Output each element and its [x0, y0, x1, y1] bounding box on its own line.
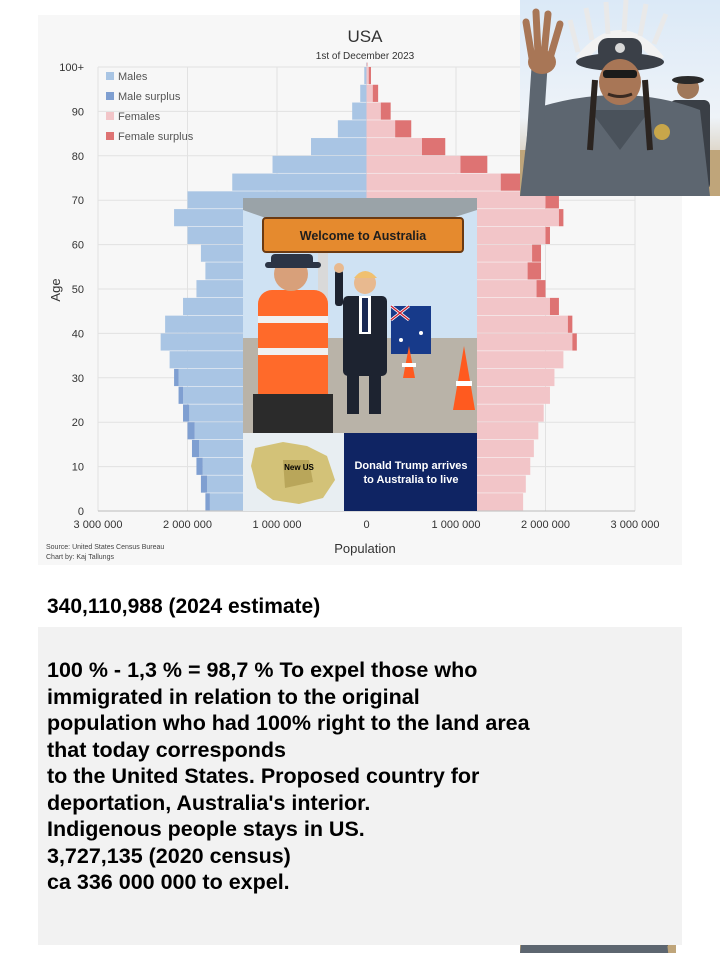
- female-surplus-bar: [381, 103, 391, 120]
- female-bar: [367, 120, 396, 137]
- chart-title: USA: [347, 27, 383, 46]
- legend-label: Male surplus: [118, 91, 181, 103]
- x-axis-label: Population: [334, 541, 396, 556]
- male-surplus-bar: [179, 387, 183, 404]
- female-surplus-bar: [373, 85, 378, 102]
- female-surplus-bar: [532, 245, 541, 262]
- y-tick-label: 80: [71, 150, 84, 163]
- y-tick-label: 70: [71, 195, 84, 208]
- female-surplus-bar: [395, 120, 411, 137]
- x-tick-label: 2 000 000: [163, 519, 212, 531]
- male-bar: [338, 120, 367, 137]
- male-surplus-bar: [188, 422, 195, 439]
- y-tick-label: 30: [71, 372, 84, 385]
- male-surplus-bar: [192, 440, 199, 457]
- y-tick-label: 100+: [59, 62, 84, 74]
- body-line: deportation, Australia's interior.: [47, 790, 371, 815]
- chart-legend: [106, 71, 194, 143]
- female-surplus-bar: [568, 316, 572, 333]
- chart-credit: Chart by: Kaj Tallungs: [46, 554, 114, 561]
- y-axis-label: Age: [48, 278, 63, 302]
- legend-swatch: [106, 92, 114, 100]
- body-line: immigrated in relation to the original: [47, 684, 420, 709]
- male-bar: [232, 174, 366, 191]
- female-surplus-bar: [559, 209, 563, 226]
- x-tick-label: 1 000 000: [431, 519, 481, 531]
- x-tick-label: 1 000 000: [252, 519, 302, 531]
- male-bar: [364, 67, 366, 84]
- body-line: to the United States. Proposed country for: [47, 764, 480, 788]
- legend-label: Males: [118, 71, 148, 83]
- female-surplus-bar: [572, 333, 576, 350]
- y-tick-label: 0: [77, 506, 84, 518]
- male-surplus-bar: [174, 369, 178, 386]
- female-surplus-bar: [528, 262, 541, 279]
- female-surplus-bar: [546, 227, 550, 244]
- map-label: New US: [284, 463, 314, 472]
- female-bar: [367, 85, 373, 102]
- legend-swatch: [106, 112, 114, 120]
- officer-image-top: [520, 0, 720, 196]
- body-line: population who had 100% right to the land area: [47, 711, 530, 735]
- male-surplus-bar: [196, 458, 202, 475]
- caption-line-2: to Australia to live: [363, 474, 459, 486]
- female-surplus-bar: [460, 156, 487, 173]
- male-bar: [352, 103, 366, 120]
- body-line: 100 % - 1,3 % = 98,7 % To expel those who: [47, 658, 478, 682]
- sign-text: Welcome to Australia: [299, 229, 427, 243]
- chart-subtitle: 1st of December 2023: [315, 51, 415, 62]
- body-line: that today corresponds: [47, 737, 286, 762]
- x-tick-label: 2 000 000: [521, 519, 570, 531]
- male-bar: [273, 156, 367, 173]
- body-line: Indigenous people stays in US.: [47, 817, 365, 841]
- y-tick-label: 40: [71, 328, 84, 341]
- female-bar: [367, 138, 422, 155]
- legend-swatch: [106, 72, 114, 80]
- chart-source: Source: United States Census Bureau: [46, 544, 165, 551]
- x-tick-label: 0: [363, 519, 370, 531]
- female-surplus-bar: [369, 67, 371, 84]
- y-tick-label: 90: [71, 106, 84, 119]
- male-surplus-bar: [201, 475, 207, 492]
- y-tick-label: 60: [71, 239, 84, 252]
- y-tick-label: 20: [71, 417, 84, 430]
- y-tick-label: 50: [71, 284, 84, 296]
- female-surplus-bar: [550, 298, 559, 315]
- caption-line-1: Donald Trump arrives: [354, 460, 468, 472]
- body-line: ca 336 000 000 to expel.: [47, 870, 290, 894]
- y-tick-label: 10: [71, 461, 84, 474]
- trump-collage-image: [243, 198, 477, 511]
- female-surplus-bar: [537, 280, 546, 297]
- legend-label: Female surplus: [118, 131, 194, 143]
- female-bar: [367, 103, 381, 120]
- female-bar: [367, 67, 369, 84]
- female-bar: [367, 174, 501, 191]
- male-bar: [311, 138, 366, 155]
- legend-swatch: [106, 132, 114, 140]
- female-bar: [367, 156, 461, 173]
- body-line: 3,727,135 (2020 census): [47, 843, 291, 868]
- population-estimate: 340,110,988 (2024 estimate): [47, 595, 321, 618]
- x-tick-label: 3 000 000: [610, 519, 660, 531]
- text-panel: [38, 627, 682, 945]
- male-surplus-bar: [205, 493, 209, 510]
- male-surplus-bar: [183, 404, 189, 421]
- male-bar: [360, 85, 366, 102]
- body-text: [47, 657, 687, 896]
- x-tick-label: 3 000 000: [73, 519, 123, 531]
- female-surplus-bar: [422, 138, 445, 155]
- legend-label: Females: [118, 111, 161, 123]
